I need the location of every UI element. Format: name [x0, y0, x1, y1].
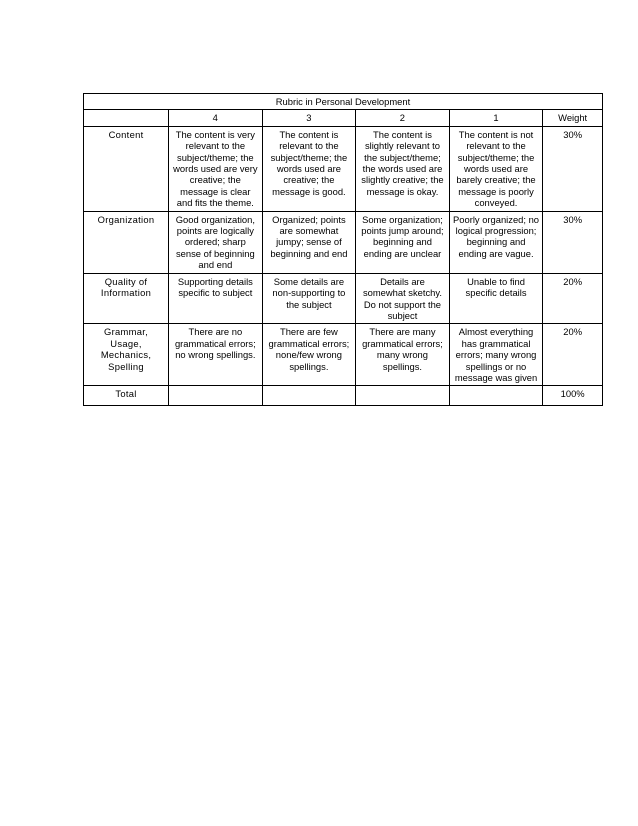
rubric-table-container [83, 93, 603, 406]
descriptor-organization-2: Some organization; points jump around; beginning and ending are unclear [356, 211, 450, 273]
descriptor-quality-4: Supporting details specific to subject [169, 273, 263, 324]
descriptor-grammar-1: Almost everything has grammatical errors; many wrong spellings or no message was given [449, 324, 543, 386]
score-header-1: 1 [449, 110, 543, 126]
score-header-4: 4 [169, 110, 263, 126]
weight-quality: 20% [543, 273, 603, 324]
descriptor-grammar-3: There are few grammatical errors; none/few wrong spellings. [262, 324, 356, 386]
descriptor-grammar-4: There are no grammatical errors; no wrong spellings. [169, 324, 263, 386]
descriptor-content-1: The content is not relevant to the subject/theme; the words used are barely creative; the message is poorly conveyed. [449, 126, 543, 211]
table-header-row [84, 110, 603, 126]
criteria-header [84, 110, 169, 126]
total-cell-2 [356, 386, 450, 406]
criterion-organization: Organization [84, 211, 169, 273]
descriptor-quality-1: Unable to find specific details [449, 273, 543, 324]
criterion-content: Content [84, 126, 169, 211]
table-row [84, 273, 603, 324]
descriptor-quality-2: Details are somewhat sketchy. Do not support the subject [356, 273, 450, 324]
rubric-title: Rubric in Personal Development [84, 94, 603, 110]
descriptor-organization-4: Good organization, points are logically ordered; sharp sense of beginning and end [169, 211, 263, 273]
total-cell-1 [449, 386, 543, 406]
table-row [84, 324, 603, 386]
score-header-3: 3 [262, 110, 356, 126]
rubric-table [83, 93, 603, 406]
criterion-quality-of-information: Quality of Information [84, 273, 169, 324]
descriptor-content-2: The content is slightly relevant to the subject/theme; the words used are slightly creative; the message is okay. [356, 126, 450, 211]
descriptor-content-3: The content is relevant to the subject/theme; the words used are creative; the message is good. [262, 126, 356, 211]
weight-grammar: 20% [543, 324, 603, 386]
table-row [84, 126, 603, 211]
weight-header: Weight [543, 110, 603, 126]
total-label: Total [84, 386, 169, 406]
table-title-row [84, 94, 603, 110]
weight-organization: 30% [543, 211, 603, 273]
descriptor-quality-3: Some details are non-supporting to the subject [262, 273, 356, 324]
total-weight: 100% [543, 386, 603, 406]
descriptor-grammar-2: There are many grammatical errors; many wrong spellings. [356, 324, 450, 386]
total-cell-4 [169, 386, 263, 406]
descriptor-organization-3: Organized; points are somewhat jumpy; sense of beginning and end [262, 211, 356, 273]
table-total-row [84, 386, 603, 406]
total-cell-3 [262, 386, 356, 406]
criterion-grammar-usage-mechanics-spelling: Grammar, Usage, Mechanics, Spelling [84, 324, 169, 386]
descriptor-organization-1: Poorly organized; no logical progression; beginning and ending are vague. [449, 211, 543, 273]
table-row [84, 211, 603, 273]
descriptor-content-4: The content is very relevant to the subject/theme; the words used are very creative; the message is clear and fits the theme. [169, 126, 263, 211]
weight-content: 30% [543, 126, 603, 211]
score-header-2: 2 [356, 110, 450, 126]
